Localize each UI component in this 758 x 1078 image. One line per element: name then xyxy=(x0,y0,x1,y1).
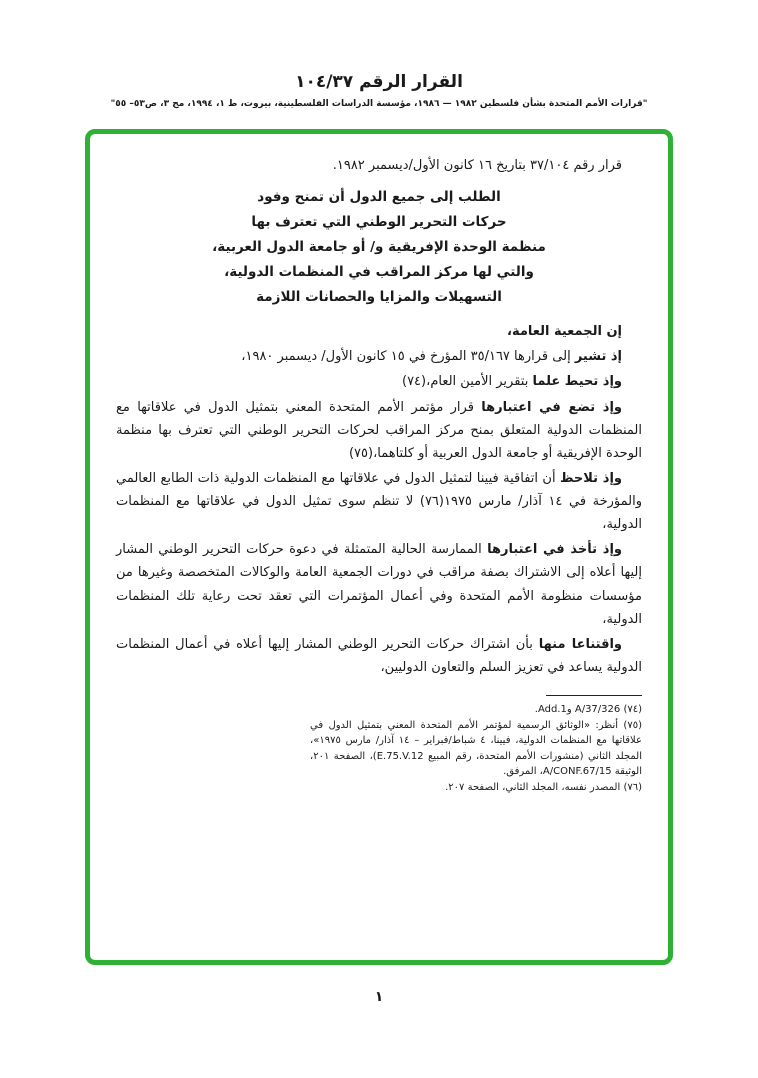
paragraph-lead: واقتناعا منها xyxy=(538,636,623,652)
footnote-marker: (٧٥) xyxy=(623,719,642,731)
footnote-marker: (٧٤) xyxy=(623,704,642,716)
footnote-separator xyxy=(546,695,642,696)
resolution-heading-line: منظمة الوحدة الإفريقية و/ أو جامعة الدول العربية، xyxy=(212,239,546,256)
body-paragraph xyxy=(116,320,642,343)
resolution-intro-line: قرار رقم ٣٧/١٠٤ بتاريخ ١٦ كانون الأول/ديسمبر ١٩٨٢. xyxy=(332,158,622,173)
paragraph-lead: وإذ تحيط علما xyxy=(532,374,622,390)
resolution-heading-line: الطلب إلى جميع الدول أن تمنح وفود xyxy=(257,189,501,206)
resolution-heading-line: والتي لها مركز المراقب في المنظمات الدولية، xyxy=(224,264,534,281)
paragraph-lead: إذ تشير xyxy=(574,349,622,365)
footnote-marker: (٧٦) xyxy=(623,781,642,793)
paragraph-lead: وإذ تضع في اعتبارها xyxy=(481,399,622,415)
paragraph-text: قرار مؤتمر الأمم المتحدة المعني بتمثيل الدول في علاقاتها مع المنظمات الدولية المتعلق بمنح مركز المراقب لحركات التحرير الوطني التي تعترف بها منظمة الوحدة الإفريقية أو جامعة الدول العربية أو كلتاهما،(٧٥) xyxy=(116,399,642,461)
highlight-border-box xyxy=(85,129,673,965)
paragraph-text: الممارسة الحالية المتمثلة في دعوة حركات التحرير الوطني المشار إليها أعلاه إلى الاشتراك بصفة مراقب في دورات الجمعية العامة والوكالات المتخصصة وغيرها من مؤسسات منظومة الأمم المتحدة وفي أعمال المؤتمرات التي تعقد تحت رعاية تلك المنظمات الدولية، xyxy=(116,542,642,627)
footnotes-section xyxy=(310,695,642,795)
paragraph-lead: وإذ تلاحظ xyxy=(559,470,622,486)
body-paragraph xyxy=(116,538,642,631)
resolution-heading-line: التسهيلات والمزايا والحصانات اللازمة xyxy=(256,289,502,306)
page-number: ١ xyxy=(374,989,384,1005)
source-citation: "قرارات الأمم المتحدة بشأن فلسطين ١٩٨٢ — ١٩٨٦، مؤسسة الدراسات الفلسطينية، بيروت، ط ١، ١٩٩٤، مج ٣، ص٥٣– ٥٥" xyxy=(110,99,648,109)
footnote xyxy=(310,702,642,718)
footnote-text: المصدر نفسه، المجلد الثاني، الصفحة ٢٠٧. xyxy=(445,781,621,793)
document-title: القرار الرقم ١٠٤/٣٧ xyxy=(295,72,463,92)
document-header xyxy=(0,0,758,109)
body-paragraph xyxy=(116,396,642,465)
footnote xyxy=(310,718,642,780)
body-paragraph xyxy=(116,633,642,679)
footnote-text: أنظر: «الوثائق الرسمية لمؤتمر الأمم المتحدة المعني بتمثيل الدول في علاقاتها مع المنظمات الدولية، فيينا، ٤ شباط/فبراير – ١٤ آذار/ مارس ١٩٧٥»، المجلد الثاني (منشورات الأمم المتحدة، رقم المبيع E.75.V.12)، الصفحة ٢٠١، الوثيقة A/CONF.67/15، المرفق. xyxy=(310,719,643,778)
paragraph-text: بتقرير الأمين العام،(٧٤) xyxy=(402,374,533,390)
paragraph-lead: وإذ تأخذ في اعتبارها xyxy=(487,542,622,558)
resolution-heading xyxy=(116,185,642,310)
body-paragraph xyxy=(116,467,642,536)
footnote xyxy=(310,780,642,796)
paragraph-text: إلى قرارها ٣٥/١٦٧ المؤرخ في ١٥ كانون الأول/ ديسمبر ١٩٨٠، xyxy=(241,349,575,365)
body-paragraph xyxy=(116,345,642,368)
resolution-heading-line: حركات التحرير الوطني التي تعترف بها xyxy=(251,214,507,231)
footnote-text: A/37/326 وAdd.1. xyxy=(534,704,621,716)
paragraph-text: بأن اشتراك حركات التحرير الوطني المشار إليها أعلاه في أعمال المنظمات الدولية يساعد في تعزيز السلم والتعاون الدوليين، xyxy=(116,636,642,675)
paragraph-lead: إن الجمعية العامة، xyxy=(507,324,622,340)
paragraph-text: أن اتفاقية فيينا لتمثيل الدول في علاقاتها مع المنظمات الدولية ذات الطابع العالمي والمؤرخة في ١٤ آذار/ مارس ١٩٧٥(٧٦) لا تنظم سوى تمثيل الدول في علاقاتها مع المنظمات الدولية، xyxy=(116,470,642,533)
body-paragraph xyxy=(116,370,642,393)
